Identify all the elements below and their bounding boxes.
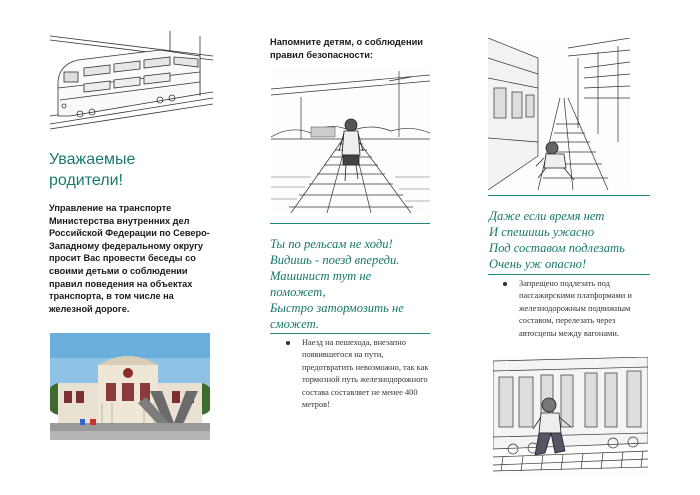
child-under-train-illustration — [488, 38, 630, 190]
station-photo — [50, 333, 210, 440]
braking-warning-text: Наезд на пешехода, внезапно появившегося на пути, предотвратить невозможно, так как тормозной путь железнодорожного состава составляет не менее 400 метров! — [302, 338, 429, 410]
greeting-heading — [49, 149, 229, 191]
poem-line: Даже если время нет — [489, 209, 605, 223]
intro-paragraph: Управление на транспорте Министерства внутренних дел Российской Федерации по Северо-Западному федеральному округу просит Вас провести беседы со своими детьми о соблюдении правил поведения на объектах транспорта, в том числе на железной дороге. — [49, 203, 210, 314]
poem-line: Очень уж опасно! — [489, 257, 587, 271]
train-drawing — [50, 26, 213, 130]
middle-panel — [233, 0, 466, 495]
middle-poem — [270, 236, 445, 332]
safety-caption: Напомните детям, о соблюдении правил безопасности: — [270, 37, 424, 60]
crawling-prohibition-bullet — [503, 278, 653, 340]
middle-top-rule — [270, 223, 430, 224]
poem-line: поможет, — [270, 285, 326, 299]
poem-line: Видишь - поезд впереди. — [270, 253, 400, 267]
bullet-dot-icon — [503, 282, 507, 286]
poem-line: Под составом подлезать — [489, 241, 625, 255]
right-top-rule — [488, 195, 650, 196]
bullet-dot-icon — [286, 341, 290, 345]
right-panel — [466, 0, 700, 495]
poem-line: Быстро затормозить не — [270, 301, 404, 315]
train-illustration — [50, 26, 213, 130]
child-on-tracks-illustration — [271, 67, 430, 213]
greeting-line-1: Уважаемые — [49, 151, 136, 168]
poem-line: И спешишь ужасно — [489, 225, 595, 239]
right-bottom-rule — [488, 274, 650, 275]
child-between-cars-illustration — [493, 357, 648, 475]
middle-bottom-rule — [270, 333, 430, 334]
poem-line: сможет. — [270, 317, 319, 331]
poem-line: Ты по рельсам не ходи! — [270, 237, 393, 251]
left-panel — [0, 0, 233, 495]
child-between-cars-drawing — [493, 357, 648, 475]
right-poem — [489, 208, 669, 272]
station-picture — [50, 333, 210, 440]
poem-line: Машинист тут не — [270, 269, 372, 283]
crawling-prohibition-text: Запрещено подлезать под пассажирскими платформами и железнодорожным подвижным составом, перелезать через автосцепы между вагонами. — [519, 279, 632, 338]
child-on-tracks-drawing — [271, 67, 430, 213]
greeting-line-2: родители! — [49, 172, 123, 189]
child-under-train-drawing — [488, 38, 630, 190]
braking-warning-bullet — [286, 337, 436, 411]
